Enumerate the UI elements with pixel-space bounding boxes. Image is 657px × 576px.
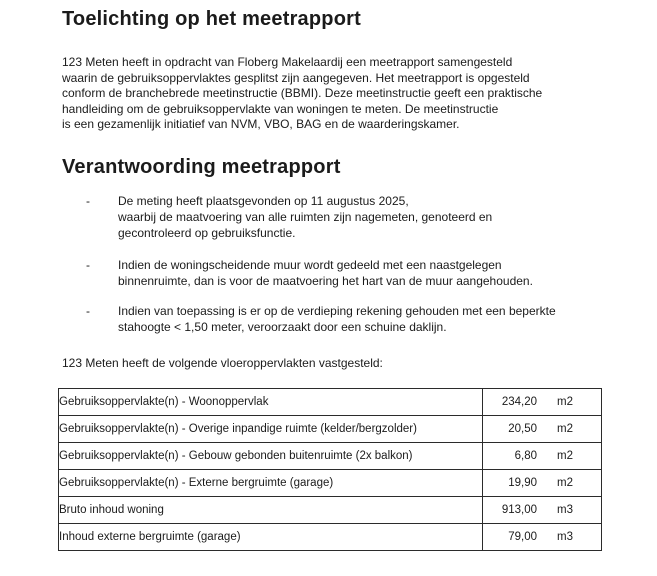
- intro-line: is een gezamenlijk initiatief van NVM, VBO, BAG en de waarderingskamer.: [62, 117, 460, 131]
- table-row: [59, 389, 602, 416]
- bullet-dash: -: [86, 303, 90, 318]
- row-unit: m2: [557, 423, 573, 435]
- row-unit: m2: [557, 450, 573, 462]
- row-value: 19,90: [508, 477, 537, 489]
- bullet-list: [62, 193, 657, 335]
- intro-line: handleiding om de gebruiksoppervlakte van woningen te meten. De meetinstructie: [62, 101, 499, 116]
- table-row: [59, 443, 602, 470]
- row-value-cell: [483, 470, 602, 497]
- row-label: Gebruiksoppervlakte(n) - Externe bergruimte (garage): [59, 470, 483, 497]
- row-label: Bruto inhoud woning: [59, 497, 483, 524]
- closing-line: 123 Meten heeft de volgende vloeroppervlakten vastgesteld:: [62, 355, 383, 370]
- bullet-item: [86, 303, 657, 335]
- row-unit: m3: [557, 531, 573, 543]
- page-title: Toelichting op het meetrapport: [62, 8, 361, 30]
- section-title-verantwoording: Verantwoording meetrapport: [62, 155, 341, 178]
- table-row: [59, 470, 602, 497]
- bullet-line: Indien van toepassing is er op de verdieping rekening gehouden met een beperkte: [118, 303, 556, 318]
- bullet-text: [118, 303, 556, 335]
- row-value-cell: [483, 524, 602, 551]
- row-label: Gebruiksoppervlakte(n) - Woonoppervlak: [59, 389, 483, 416]
- bullet-line: stahoogte < 1,50 meter, veroorzaakt door een schuine daklijn.: [118, 319, 447, 334]
- bullet-line: gecontroleerd op gebruiksfunctie.: [118, 225, 296, 240]
- bullet-item: [86, 257, 657, 289]
- row-value: 20,50: [508, 423, 537, 435]
- table-row: [59, 524, 602, 551]
- bullet-line: binnenruimte, dan is voor de maatvoering het hart van de muur aangehouden.: [118, 273, 533, 288]
- row-label: Gebruiksoppervlakte(n) - Gebouw gebonden buitenruimte (2x balkon): [59, 443, 483, 470]
- row-label: Gebruiksoppervlakte(n) - Overige inpandige ruimte (kelder/bergzolder): [59, 416, 483, 443]
- row-unit: m2: [557, 477, 573, 489]
- row-value: 234,20: [501, 396, 537, 408]
- bullet-line: Indien de woningscheidende muur wordt gedeeld met een naastgelegen: [118, 257, 502, 272]
- bullet-line: waarbij de maatvoering van alle ruimten zijn nagemeten, genoteerd en: [118, 209, 493, 224]
- bullet-dash: -: [86, 193, 90, 208]
- bullet-text: [118, 257, 533, 289]
- table-row: [59, 497, 602, 524]
- bullet-dash: -: [86, 257, 90, 272]
- row-unit: m3: [557, 504, 573, 516]
- row-value-cell: [483, 443, 602, 470]
- intro-paragraph: [62, 55, 657, 133]
- row-value-cell: [483, 416, 602, 443]
- row-value: 6,80: [514, 450, 537, 462]
- row-label: Inhoud externe bergruimte (garage): [59, 524, 483, 551]
- row-unit: m2: [557, 396, 573, 408]
- bullet-text: [118, 193, 492, 241]
- intro-line: waarin de gebruiksoppervlaktes gesplitst zijn aangegeven. Het meetrapport is opgesteld: [62, 70, 530, 85]
- intro-line: 123 Meten heeft in opdracht van Floberg Makelaardij een meetrapport samengesteld: [62, 55, 513, 69]
- intro-line: conform de branchebrede meetinstructie (BBMI). Deze meetinstructie geeft een praktische: [62, 86, 543, 100]
- floor-area-table: [58, 388, 602, 551]
- bullet-item: [86, 193, 657, 241]
- row-value-cell: [483, 497, 602, 524]
- row-value: 913,00: [501, 504, 537, 516]
- table-row: [59, 416, 602, 443]
- row-value-cell: [483, 389, 602, 416]
- bullet-line: De meting heeft plaatsgevonden op 11 augustus 2025,: [118, 193, 409, 208]
- row-value: 79,00: [508, 531, 537, 543]
